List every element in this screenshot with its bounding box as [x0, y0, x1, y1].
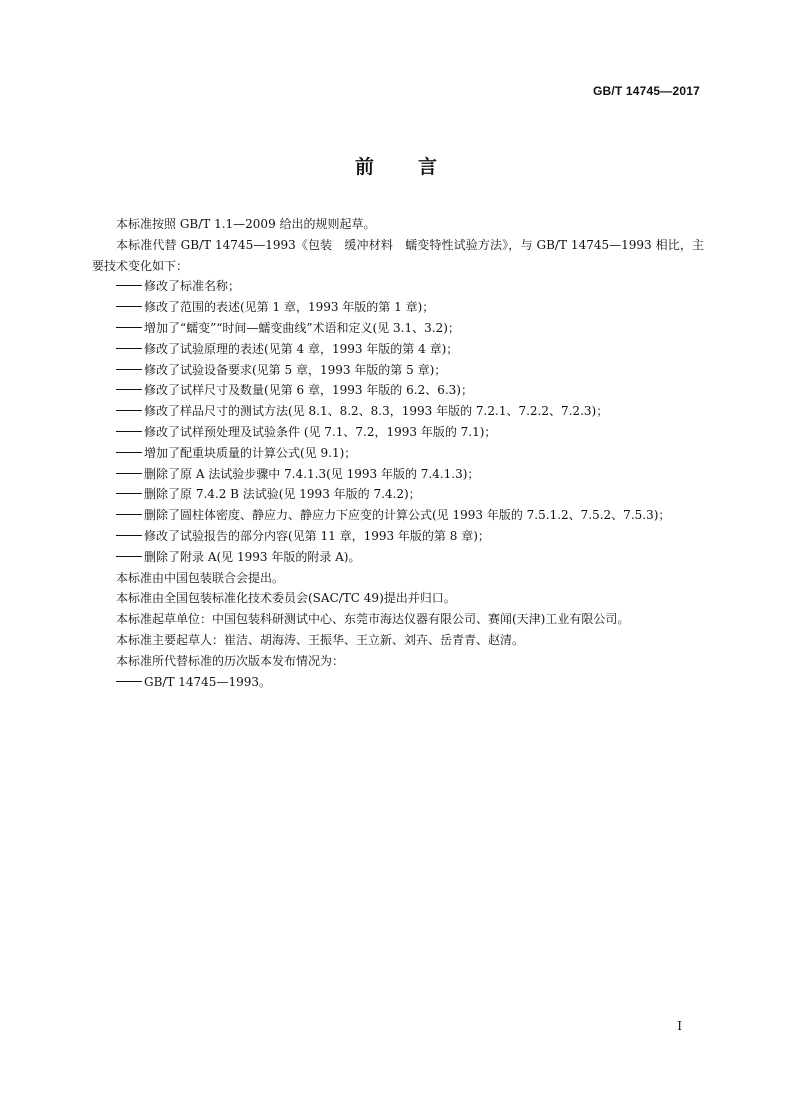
list-item: 增加了“蠕变”“时间—蠕变曲线”术语和定义(见 3.1、3.2)；	[92, 318, 704, 339]
dash-mark	[116, 431, 142, 432]
dash-mark	[116, 369, 142, 370]
dash-mark	[116, 306, 142, 307]
dash-mark	[116, 389, 142, 390]
list-item: 修改了范围的表述(见第 1 章，1993 年版的第 1 章)；	[92, 297, 704, 318]
dash-mark	[116, 410, 142, 411]
dash-mark	[116, 514, 142, 515]
list-item: GB/T 14745—1993。	[92, 672, 704, 693]
dash-mark	[116, 535, 142, 536]
foreword-body	[92, 214, 704, 692]
paragraph-committee: 本标准由全国包装标准化技术委员会(SAC/TC 49)提出并归口。	[116, 591, 456, 606]
page-title: 前言	[354, 156, 481, 178]
list-item: 删除了圆柱体密度、静应力、静应力下应变的计算公式(见 1993 年版的 7.5.1.2、7.5.2、7.5.3)；	[92, 505, 704, 526]
list-item: 删除了原 7.4.2 B 法试验(见 1993 年版的 7.4.2)；	[92, 484, 704, 505]
dash-mark	[116, 285, 142, 286]
paragraph-drafting-rules: 本标准按照 GB/T 1.1—2009 给出的规则起草。	[116, 217, 376, 231]
standard-code: GB/T 14745—2017	[592, 84, 700, 98]
list-item: 删除了原 A 法试验步骤中 7.4.1.3(见 1993 年版的 7.4.1.3)；	[92, 464, 704, 485]
dash-mark	[116, 681, 142, 682]
list-item: 修改了试样尺寸及数量(见第 6 章，1993 年版的 6.2、6.3)；	[92, 380, 704, 401]
list-item: 删除了附录 A(见 1993 年版的附录 A)。	[92, 547, 704, 568]
list-item: 修改了试验原理的表述(见第 4 章，1993 年版的第 4 章)；	[92, 339, 704, 360]
list-item: 修改了试验设备要求(见第 5 章，1993 年版的第 5 章)；	[92, 360, 704, 381]
list-item: 修改了样品尺寸的测试方法(见 8.1、8.2、8.3，1993 年版的 7.2.1、7.2.2、7.2.3)；	[92, 401, 704, 422]
paragraph-drafters: 本标准主要起草人：崔洁、胡海涛、王振华、王立新、刘卉、岳青青、赵清。	[116, 632, 525, 647]
dash-mark	[116, 473, 142, 474]
list-item: 增加了配重块质量的计算公式(见 9.1)；	[92, 443, 704, 464]
dash-mark	[116, 348, 142, 349]
dash-mark	[116, 327, 142, 328]
list-item: 修改了试样预处理及试验条件 (见 7.1、7.2，1993 年版的 7.1)；	[92, 422, 704, 443]
paragraph-replaces: 本标准代替 GB/T 14745—1993《包装 缓冲材料 蠕变特性试验方法》，与 GB/T 14745—1993 相比，主要技术变化如下：	[92, 237, 704, 273]
dash-mark	[116, 493, 142, 494]
paragraph-proposer: 本标准由中国包装联合会提出。	[116, 570, 285, 585]
list-item: 修改了标准名称；	[92, 276, 704, 297]
previous-editions-list	[92, 672, 704, 693]
paragraph-drafting-units: 本标准起草单位：中国包装科研测试中心、东莞市海达仪器有限公司、赛闻(天津)工业有限公司。	[116, 612, 630, 627]
list-item: 修改了试验报告的部分内容(见第 11 章，1993 年版的第 8 章)；	[92, 526, 704, 547]
dash-mark	[116, 452, 142, 453]
dash-mark	[116, 556, 142, 557]
paragraph-history: 本标准所代替标准的历次版本发布情况为：	[116, 653, 345, 668]
changes-list	[92, 276, 704, 567]
page-number: Ⅰ	[677, 1019, 682, 1033]
